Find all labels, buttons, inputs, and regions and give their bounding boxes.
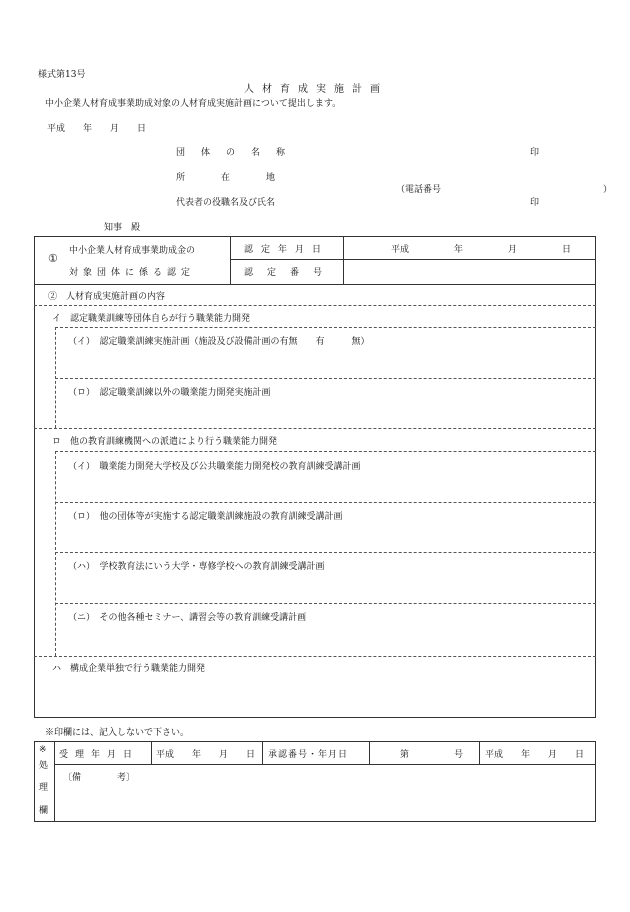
approval-number: 第 号 bbox=[400, 750, 464, 760]
plan-form-box bbox=[34, 236, 596, 718]
office-col-char-2: 理 bbox=[39, 783, 49, 793]
section-i-b[interactable]: （ロ） 認定職業訓練以外の職業能力開発実施計画 bbox=[68, 388, 271, 398]
office-col-char-3: 欄 bbox=[39, 806, 49, 816]
form-title: 人材育成実施計画 bbox=[244, 84, 388, 95]
section-ro-b[interactable]: （ロ） 他の団体等が実施する認定職業訓練施設の教育訓練受講計画 bbox=[68, 512, 343, 522]
cert-label-line2: 対象団体に係る認定 bbox=[69, 268, 196, 278]
representative-label: 代表者の役職名及び氏名 bbox=[176, 198, 276, 208]
section-i-title: イ 認定職業訓練等団体自らが行う職業能力開発 bbox=[52, 314, 251, 324]
org-name-label: 団体の名称 bbox=[176, 148, 302, 158]
section-ro-a[interactable]: （イ） 職業能力開発大学校及び公共職業能力開発校の教育訓練受講計画 bbox=[68, 462, 361, 472]
approval-date: 平成 年 月 日 bbox=[485, 750, 585, 760]
section-ha-title[interactable]: ハ 構成企業単独で行う職業能力開発 bbox=[52, 664, 206, 674]
cert-date-label: 認定年月日 bbox=[244, 245, 330, 255]
receipt-date-value: 平成 年 月 日 bbox=[156, 750, 256, 760]
office-use-note: ※印欄には、記入しないで下さい。 bbox=[45, 728, 190, 738]
section-i-a[interactable]: （イ） 認定職業訓練実施計画（施設及び設備計画の有無 有 無） bbox=[68, 337, 370, 347]
remarks-label: 〔備 考〕 bbox=[63, 773, 136, 783]
plan-section-title: ② 人材育成実施計画の内容 bbox=[48, 292, 166, 302]
approval-label: 承認番号・年月日 bbox=[268, 750, 349, 760]
section-ro-title: ロ 他の教育訓練機関への派遣により行う職業能力開発 bbox=[52, 437, 278, 447]
cert-number-label: 認定番号 bbox=[244, 268, 337, 278]
cert-number: ① bbox=[48, 252, 58, 265]
form-number: 様式第13号 bbox=[38, 70, 86, 80]
address-label: 所在地 bbox=[176, 173, 312, 183]
intro-text: 中小企業人材育成事業助成対象の人材育成実施計画について提出します。 bbox=[45, 99, 342, 109]
section-ro-c[interactable]: （ハ） 学校教育法にいう大学・専修学校への教育訓練受講計画 bbox=[68, 562, 325, 572]
submission-date: 平成 年 月 日 bbox=[47, 124, 147, 134]
office-col-mark: ※ bbox=[39, 745, 47, 755]
section-ro-d[interactable]: （ニ） その他各種セミナー、講習会等の教育訓練受講計画 bbox=[68, 613, 307, 623]
cert-number-field[interactable] bbox=[350, 262, 590, 280]
seal-mark-rep: 印 bbox=[530, 198, 540, 208]
receipt-date-label: 受理年月日 bbox=[59, 750, 140, 760]
office-col-char-1: 処 bbox=[39, 761, 49, 771]
addressee: 知事 殿 bbox=[104, 223, 141, 233]
cert-date-value[interactable]: 平成 年 月 日 bbox=[391, 245, 572, 255]
seal-mark-org: 印 bbox=[530, 148, 540, 158]
cert-label-line1: 中小企業人材育成事業助成金の bbox=[69, 246, 196, 256]
phone-label: （電話番号 ） bbox=[396, 185, 613, 195]
